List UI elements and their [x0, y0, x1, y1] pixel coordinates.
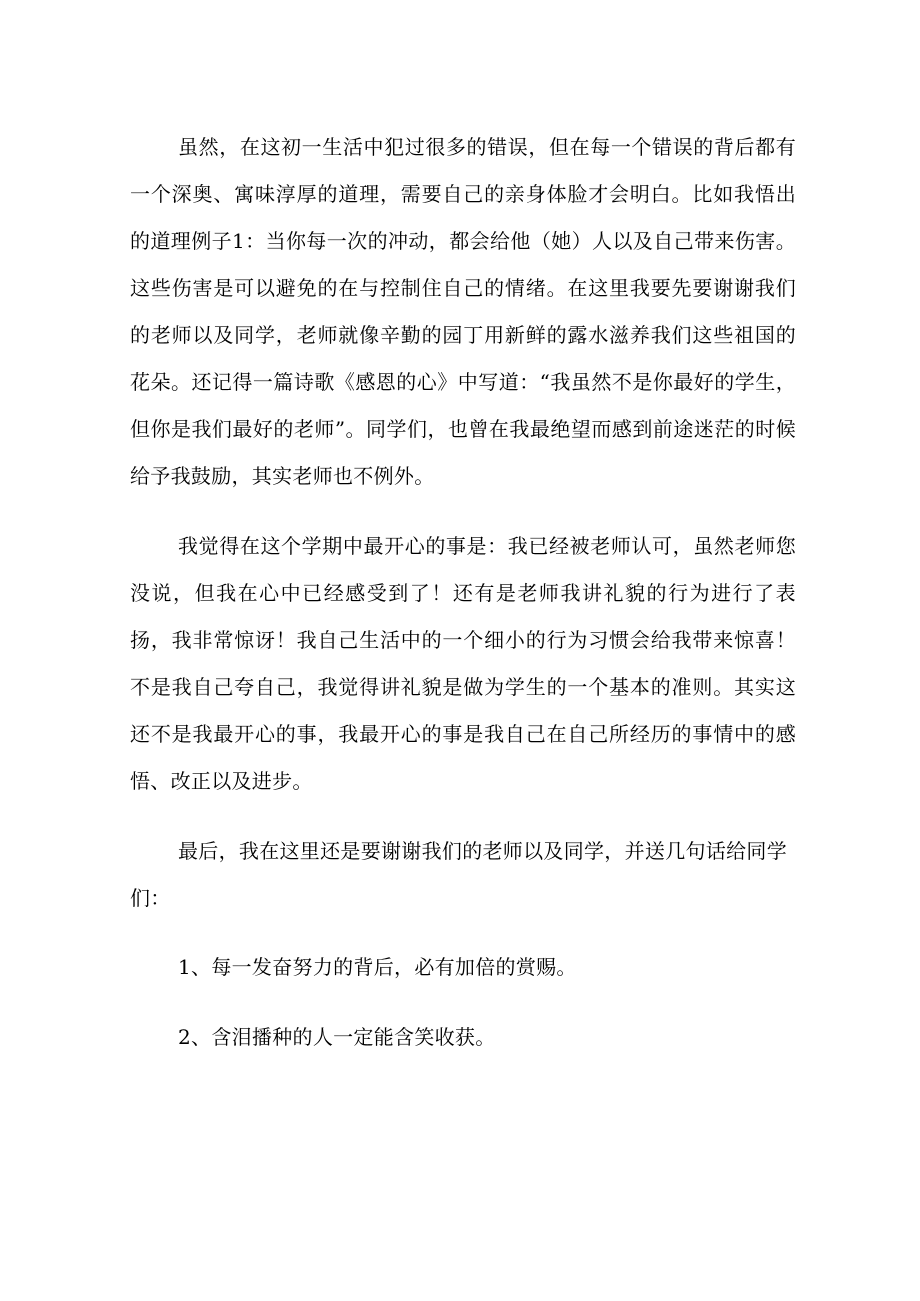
list-item-1: 1、每一发奋努力的背后，必有加倍的赏赐。	[178, 955, 577, 979]
paragraph-reflection: 虽然，在这初一生活中犯过很多的错误，但在每一个错误的背后都有一个深奥、寓味淳厚的道理，需要自己的亲身体脸才会明白。比如我悟出的道理例子1：当你每一次的冲动，都会给他（她）人以及自己带来伤害。这些伤害是可以避免的在与控制住自己的情绪。在这里我要先要谢谢我们的老师以及同学，老师就像辛勤的园丁用新鲜的露水滋养我们这些祖国的花朵。还记得一篇诗歌《感恩的心》中写道：“我虽然不是你最好的学生，但你是我们最好的老师”。同学们，也曾在我最绝望而感到前途迷茫的时候给予我鼓励，其实老师也不例外。	[130, 135, 796, 488]
list-item-2: 2、含泪播种的人一定能含笑收获。	[178, 1025, 496, 1049]
document-body	[130, 124, 796, 1061]
paragraph-happiest-thing: 我觉得在这个学期中最开心的事是：我已经被老师认可，虽然老师您没说，但我在心中已经感受到了！还有是老师我讲礼貌的行为进行了表扬，我非常惊讶！我自己生活中的一个细小的行为习惯会给我带来惊喜！不是我自己夸自己，我觉得讲礼貌是做为学生的一个基本的准则。其实这还不是我最开心的事，我最开心的事是我自己在自己所经历的事情中的感悟、改正以及进步。	[130, 534, 796, 793]
paragraph-closing: 最后，我在这里还是要谢谢我们的老师以及同学，并送几句话给同学们：	[130, 839, 787, 910]
